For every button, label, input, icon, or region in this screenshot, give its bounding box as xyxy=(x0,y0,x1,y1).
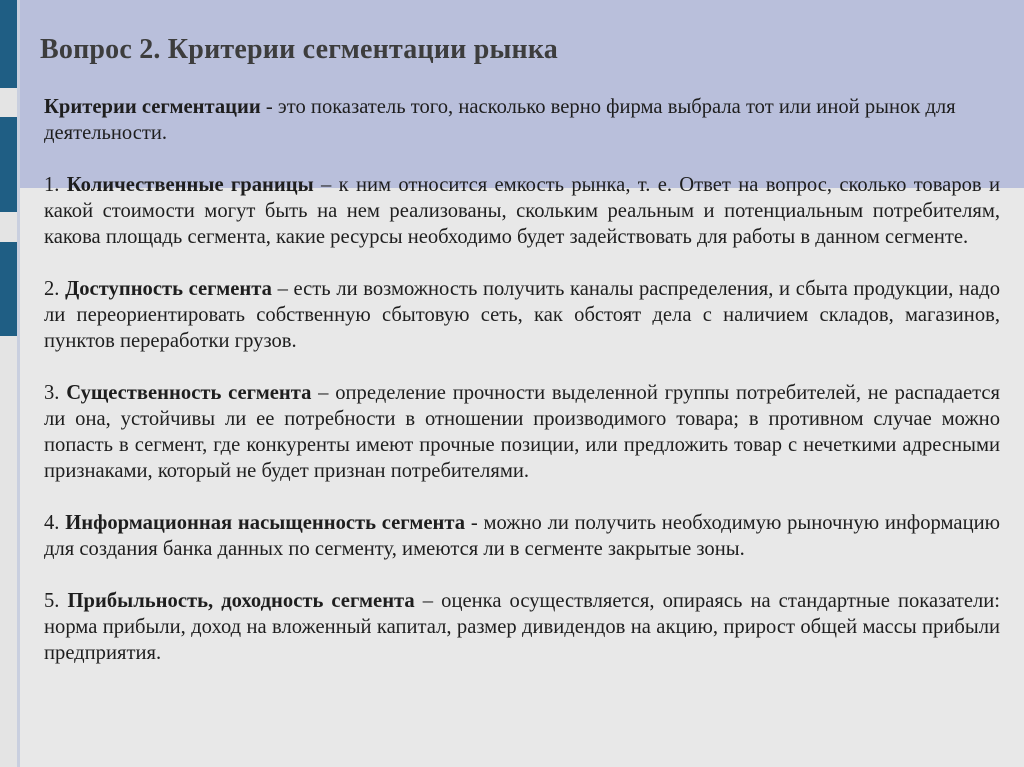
criterion-number: 2. xyxy=(44,278,66,300)
criterion-text: - можно ли получить необходимую рыночную информацию для создания банка данных по сегменту, имеются ли в сегменте закрытые зоны. xyxy=(44,512,1001,560)
criterion-term: Информационная насыщенность сегмента xyxy=(65,512,466,534)
criterion-term: Прибыльность, доходность сегмента xyxy=(67,590,415,612)
criterion-text: – к ним относится емкость рынка, т. е. Ответ на вопрос, сколько товаров и какой стоимости могут быть на нем реализованы, скольким реальным и потенциальным потребителям, какова площадь сегмента, какие ресурсы необходимо будет задействовать для работы в данном сегменте. xyxy=(44,174,1000,248)
accent-block-2 xyxy=(0,117,17,212)
definition-paragraph xyxy=(44,94,1000,146)
definition-term: Критерии сегментации xyxy=(44,96,261,118)
criterion-number: 3. xyxy=(44,382,67,404)
accent-block-3 xyxy=(0,242,17,336)
criterion-text: – оценка осуществляется, опираясь на стандартные показатели: норма прибыли, доход на вложенный капитал, размер дивидендов на акцию, прирост общей массы прибыли предприятия. xyxy=(44,590,1000,664)
definition-text: - это показатель того, насколько верно фирма выбрала тот или иной рынок для деятельности xyxy=(44,96,956,144)
criterion-5 xyxy=(44,588,1000,666)
criterion-4 xyxy=(44,510,1000,562)
criterion-text: – определение прочности выделенной группы потребителей, не распадается ли она, устойчивы ли ее потребности в отношении производимого товара; в противном случае можно попасть в сегмент, где конкуренты имеют прочные позиции, или предложить товар с нечеткими адресными признаками, который не будет признан потребителями. xyxy=(44,382,1001,482)
criterion-term: Существенность сегмента xyxy=(66,382,312,404)
definition-end: . xyxy=(161,122,168,144)
slide-title: Вопрос 2. Критерии сегментации рынка xyxy=(40,34,558,65)
criterion-1 xyxy=(44,172,1000,250)
slide-body xyxy=(44,94,1000,666)
criterion-number: 5. xyxy=(44,590,68,612)
criterion-text: – есть ли возможность получить каналы распределения, и сбыта продукции, надо ли переориентировать собственную сбытовую сеть, как обстоят дела с наличием складов, магазинов, пунктов переработки грузов. xyxy=(44,278,1000,352)
criterion-term: Доступность сегмента xyxy=(65,278,272,300)
criterion-number: 1. xyxy=(44,174,67,196)
accent-block-1 xyxy=(0,0,17,88)
left-accent-strip xyxy=(0,0,17,767)
left-thin-strip xyxy=(17,0,20,767)
criterion-number: 4. xyxy=(44,512,66,534)
criterion-term: Количественные границы xyxy=(66,174,314,196)
criterion-2 xyxy=(44,276,1000,354)
criterion-3 xyxy=(44,380,1000,484)
